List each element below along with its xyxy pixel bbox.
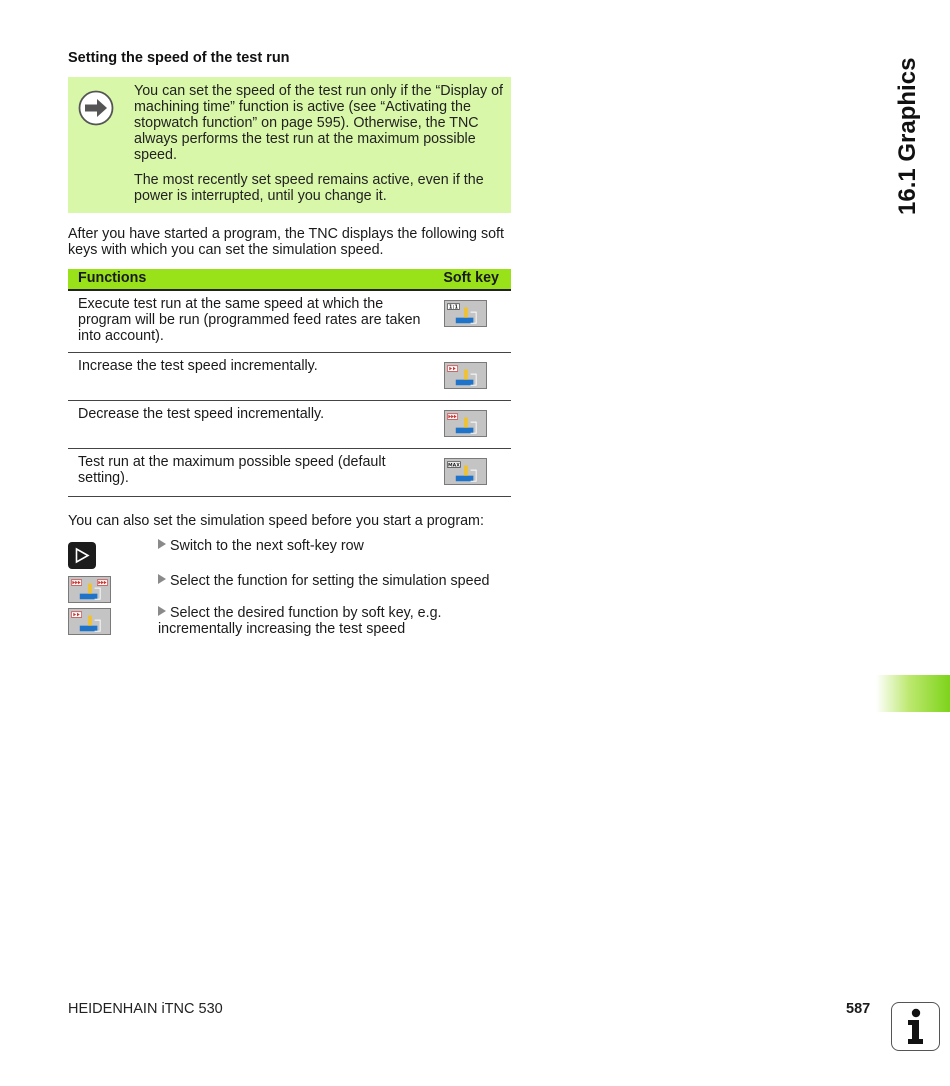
- row-text: Test run at the maximum possible speed (default setting).: [78, 454, 386, 486]
- softkey-speed-increase[interactable]: [444, 362, 487, 389]
- footer-product: HEIDENHAIN iTNC 530: [68, 1001, 223, 1017]
- functions-table: [68, 269, 511, 497]
- page-number: 587: [846, 1001, 871, 1017]
- note-box: [68, 77, 511, 213]
- section-heading: Setting the speed of the test run: [68, 50, 290, 66]
- step-1: [158, 538, 508, 554]
- step-2: [158, 573, 508, 589]
- note-paragraph-2: The most recently set speed remains active, even if the power is interrupted, until you change it.: [134, 172, 484, 204]
- step-arrow-icon: [158, 606, 166, 616]
- svg-text:1:1: 1:1: [448, 304, 459, 311]
- softkey-simulation-speed[interactable]: [68, 576, 111, 603]
- softkey-increase-example[interactable]: [68, 608, 111, 635]
- softkey-speed-max[interactable]: [444, 458, 487, 485]
- next-softkey-row-key[interactable]: [68, 542, 96, 569]
- table-row: [68, 449, 511, 497]
- svg-text:MAX: MAX: [448, 463, 460, 469]
- also-paragraph: You can also set the simulation speed before you start a program:: [68, 513, 484, 529]
- table-header: [68, 269, 511, 291]
- row-text: Decrease the test speed incrementally.: [78, 406, 325, 422]
- table-row: [68, 401, 511, 449]
- step-text: Select the function for setting the simulation speed: [170, 573, 490, 589]
- play-triangle-icon: [68, 542, 96, 569]
- table-row: [68, 353, 511, 401]
- step-3: [158, 605, 458, 637]
- chapter-tab: [876, 675, 950, 712]
- table-row: [68, 291, 511, 353]
- info-glyph-icon: [892, 1003, 939, 1050]
- step-text: Select the desired function by soft key, e.g. incrementally increasing the test speed: [158, 605, 442, 637]
- softkey-speed-1-1[interactable]: [444, 300, 487, 327]
- step-arrow-icon: [158, 574, 166, 584]
- arrow-right-icon: [78, 90, 114, 126]
- row-text: Increase the test speed incrementally.: [78, 358, 318, 374]
- step-arrow-icon: [158, 539, 166, 549]
- intro-paragraph: After you have started a program, the TNC displays the following soft keys with which you can set the simulation speed.: [68, 226, 505, 258]
- header-functions: Functions: [78, 270, 147, 286]
- chapter-title: 16.1 Graphics: [894, 57, 921, 215]
- step-text: Switch to the next soft-key row: [170, 538, 364, 554]
- header-softkey: Soft key: [443, 270, 499, 286]
- softkey-speed-decrease[interactable]: [444, 410, 487, 437]
- note-paragraph-1: You can set the speed of the test run only if the “Display of machining time” function is active (see “Activating the stopwatch function” on page 595). Otherwise, the TNC always performs the test run at the maximum possible speed.: [134, 83, 504, 163]
- row-text: Execute test run at the same speed at which the program will be run (programmed feed rates are taken into account).: [78, 296, 421, 344]
- note-text: [134, 83, 504, 213]
- info-icon: [891, 1002, 940, 1051]
